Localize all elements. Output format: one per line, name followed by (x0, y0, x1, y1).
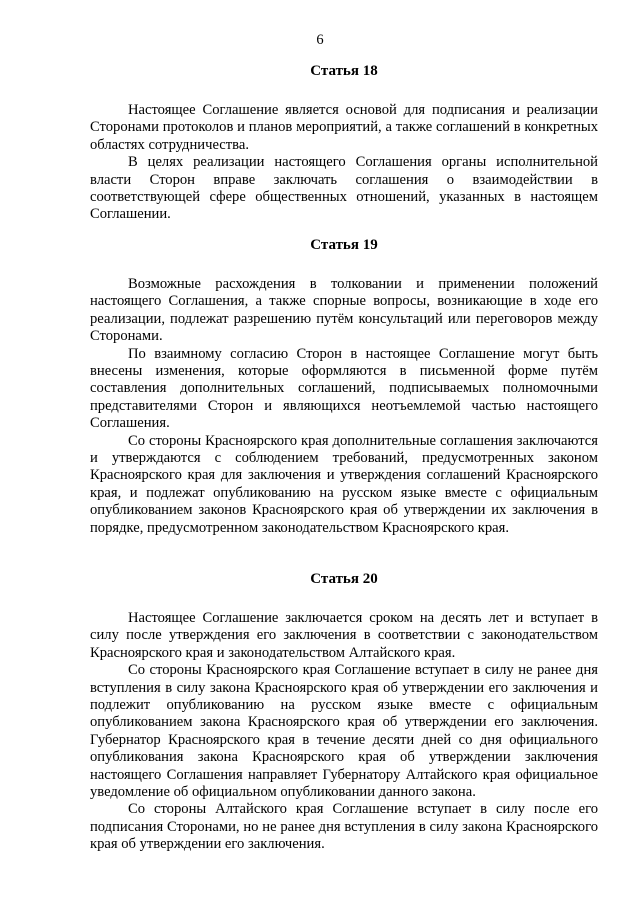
paragraph: Возможные расхождения в толковании и применении положений настоящего Соглашения, а также спорные вопросы, возникающие в ходе его реализации, подлежат разрешению путём консультаций или переговоров между Сторонами. (90, 276, 598, 345)
paragraph: Со стороны Красноярского края Соглашение вступает в силу не ранее дня вступления в силу закона Красноярского края об утверждении его заключения и подлежит опубликованию на русском языке вместе с официальным опубликованием закона Красноярского края об утверждении его заключения. Губернатор Красноярского края в течение десяти дней со дня официального опубликования закона Красноярского края об утверждении заключения настоящего Соглашения направляет Губернатору Алтайского края официальное уведомление об официальном опубликовании данного закона. (90, 662, 598, 801)
paragraph: По взаимному согласию Сторон в настоящее Соглашение могут быть внесены изменения, которые оформляются в письменной форме путём составления дополнительных соглашений, подписываемых полномочными представителями Сторон и являющихся неотъемлемой частью настоящего Соглашения. (90, 345, 598, 432)
article-18 (90, 62, 598, 224)
article-title: Статья 20 (310, 571, 378, 587)
page-number: 6 (316, 32, 324, 48)
paragraph: Со стороны Красноярского края дополнительные соглашения заключаются и утверждаются с соблюдением требований, предусмотренных законом Красноярского края для заключения и утверждения соглашений Красноярского края, и подлежат опубликованию на русском языке вместе с официальным опубликованием законов Красноярского края об утверждении их заключения в порядке, предусмотренном законодательством Красноярского края. (90, 432, 598, 536)
paragraph: Настоящее Соглашение заключается сроком на десять лет и вступает в силу после утверждения его заключения в соответствии с законодательством Красноярского края и законодательством Алтайского края. (90, 610, 598, 661)
paragraph: В целях реализации настоящего Соглашения органы исполнительной власти Сторон вправе заключать соглашения о взаимодействии в соответствующей сфере общественных отношений, указанных в настоящем Соглашении. (90, 154, 598, 223)
article-19 (90, 236, 598, 537)
article-title: Статья 18 (310, 63, 378, 79)
article-20 (90, 570, 598, 854)
article-title: Статья 19 (310, 237, 378, 253)
paragraph: Настоящее Соглашение является основой для подписания и реализации Сторонами протоколов и планов мероприятий, а также соглашений в конкретных областях сотрудничества. (90, 102, 598, 153)
paragraph: Со стороны Алтайского края Соглашение вступает в силу после его подписания Сторонами, но не ранее дня вступления в силу закона Красноярского края об утверждении его заключения. (90, 801, 598, 853)
